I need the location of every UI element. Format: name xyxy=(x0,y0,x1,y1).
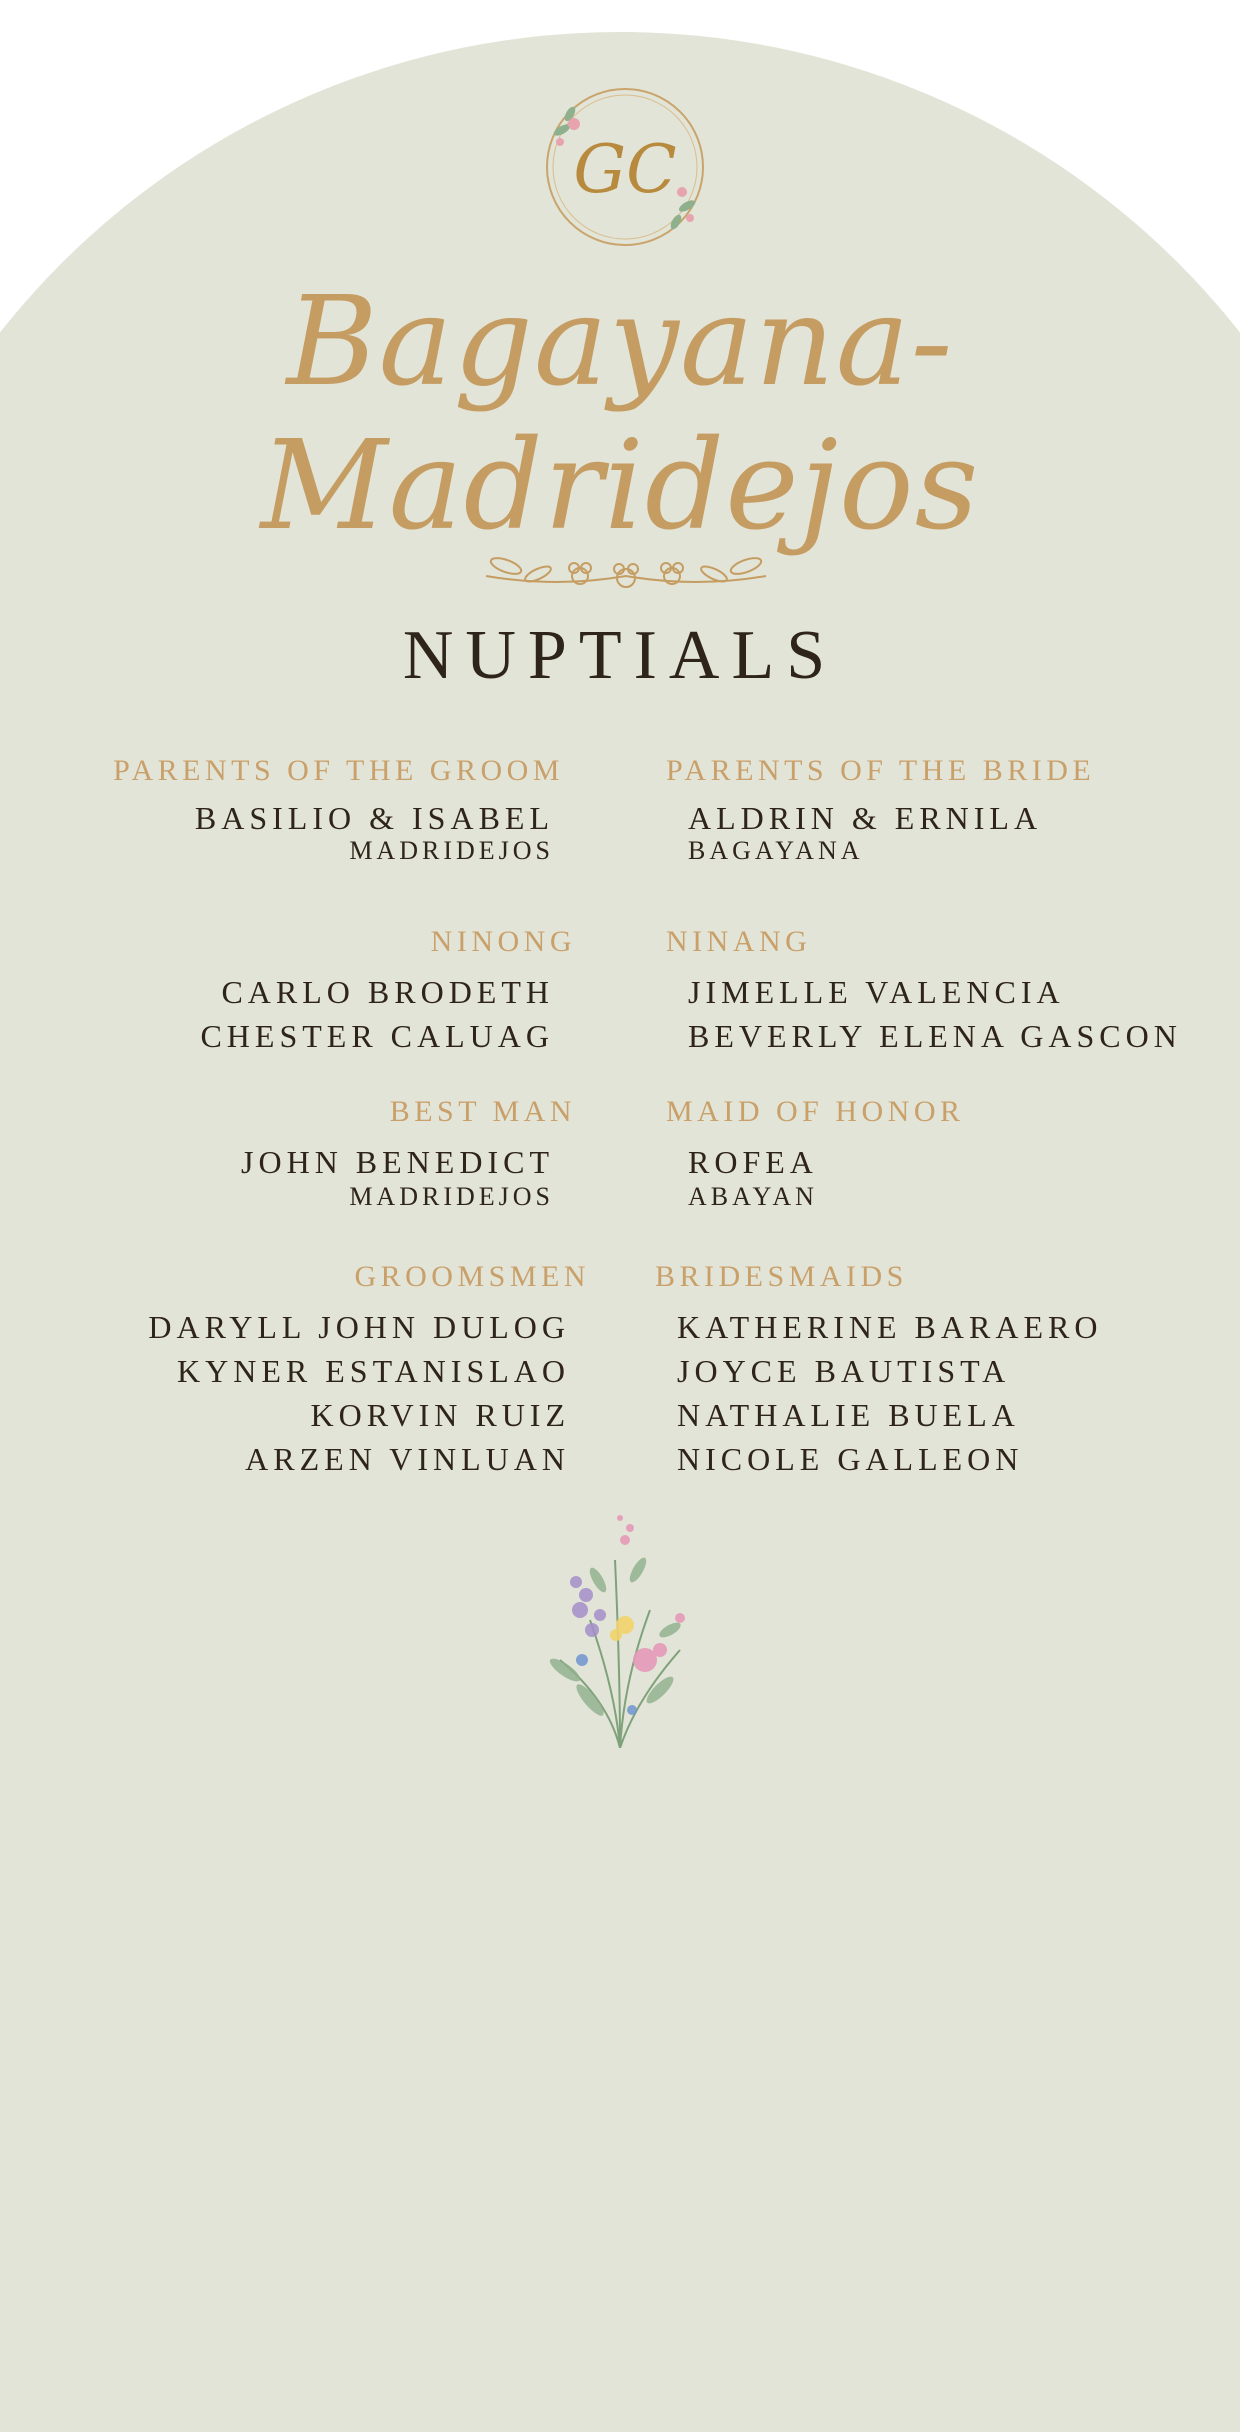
groom-parents-names: BASILIO & ISABEL xyxy=(194,800,554,836)
label-best-man: BEST MAN xyxy=(389,1095,576,1128)
ninang-1: JIMELLE VALENCIA xyxy=(688,974,1065,1010)
bridesmaid-4: NICOLE GALLEON xyxy=(677,1441,1024,1477)
maid-of-honor-surname: ABAYAN xyxy=(688,1182,818,1211)
label-bridesmaids: BRIDESMAIDS xyxy=(655,1260,908,1293)
floral-divider-icon xyxy=(476,548,776,600)
subtitle: NUPTIALS xyxy=(402,617,838,694)
groomsman-4: ARZEN VINLUAN xyxy=(245,1441,570,1477)
label-parents-bride: PARENTS OF THE BRIDE xyxy=(666,754,1096,787)
bridesmaid-1: KATHERINE BARAERO xyxy=(677,1309,1103,1345)
label-ninong: NINONG xyxy=(430,925,576,958)
bridesmaid-2: JOYCE BAUTISTA xyxy=(677,1353,1011,1389)
groomsman-1: DARYLL JOHN DULOG xyxy=(148,1309,570,1345)
bride-parents-surname: BAGAYANA xyxy=(688,836,864,865)
watercolor-bouquet-icon xyxy=(520,1500,720,1748)
label-ninang: NINANG xyxy=(666,925,812,958)
best-man-surname: MADRIDEJOS xyxy=(349,1182,554,1211)
monogram-letters: GC xyxy=(573,131,677,208)
groom-parents-surname: MADRIDEJOS xyxy=(349,836,554,865)
maid-of-honor-name: ROFEA xyxy=(688,1144,818,1180)
label-groomsmen: GROOMSMEN xyxy=(354,1260,590,1293)
bride-parents-names: ALDRIN & ERNILA xyxy=(688,800,1043,836)
ninong-1: CARLO BRODETH xyxy=(221,974,554,1010)
groomsman-3: KORVIN RUIZ xyxy=(310,1397,570,1433)
label-parents-groom: PARENTS OF THE GROOM xyxy=(113,754,564,787)
groomsman-2: KYNER ESTANISLAO xyxy=(177,1353,570,1389)
bridesmaid-3: NATHALIE BUELA xyxy=(677,1397,1020,1433)
page-title: Bagayana-Madridejos xyxy=(260,270,980,558)
monogram-icon xyxy=(542,84,708,250)
ninang-2: BEVERLY ELENA GASCON xyxy=(688,1018,1182,1054)
ninong-2: CHESTER CALUAG xyxy=(200,1018,554,1054)
label-maid-of-honor: MAID OF HONOR xyxy=(666,1095,965,1128)
best-man-name: JOHN BENEDICT xyxy=(241,1144,554,1180)
